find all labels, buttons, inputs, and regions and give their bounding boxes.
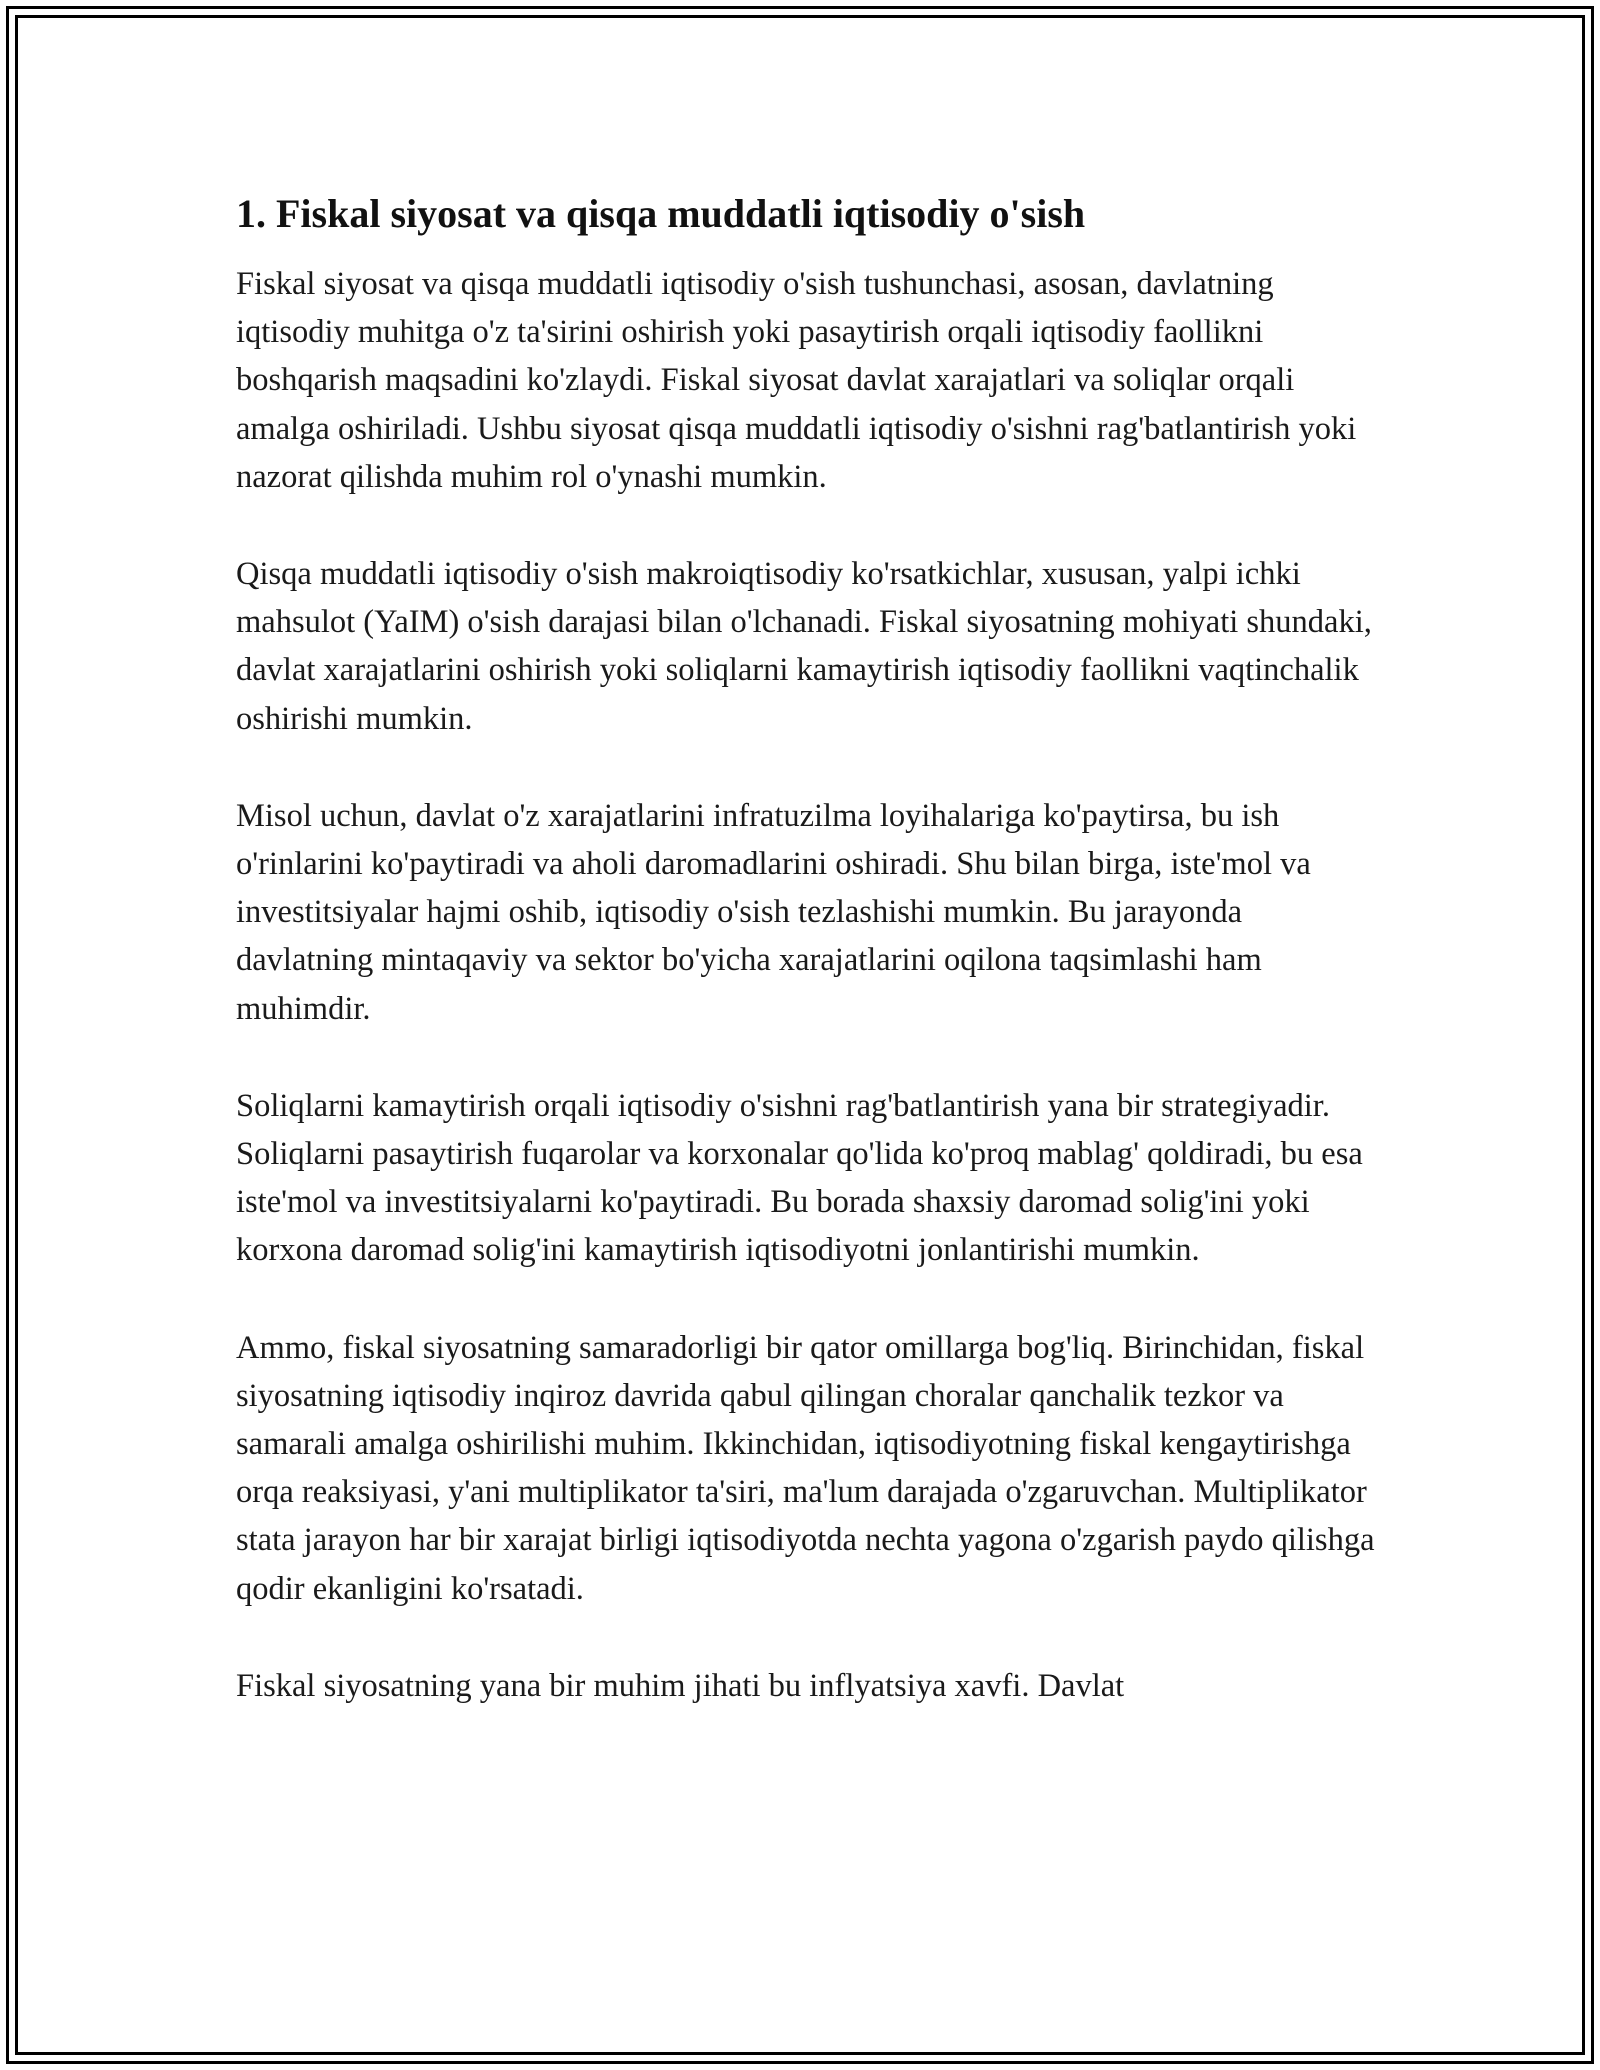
paragraph-2: Qisqa muddatli iqtisodiy o'sish makroiqtisodiy ko'rsatkichlar, xususan, yalpi ichki mahsulot (YaIM) o'sish darajasi bilan o'lchanadi. Fiskal siyosatning mohiyati shundaki, davlat xarajatlarini oshirish yoki soliqlarni kamaytirish iqtisodiy faollikni vaqtinchalik oshirishi mumkin. — [236, 556, 1372, 737]
paragraph-5: Ammo, fiskal siyosatning samaradorligi bir qator omillarga bog'liq. Birinchidan, fiskal siyosatning iqtisodiy inqiroz davrida qabul qilingan choralar qanchalik tezkor va samarali amalga oshirilishi muhim. Ikkinchidan, iqtisodiyotning fiskal kengaytirishga orqa reaksiyasi, y'ani multiplikator ta'siri, ma'lum darajada o'zgaruvchan. Multiplikator stata jarayon har bir xarajat birligi iqtisodiyotda nechta yagona o'zgarish paydo qilishga qodir ekanligini ko'rsatadi. — [236, 1329, 1375, 1607]
section-heading: 1. Fiskal siyosat va qisqa muddatli iqtisodiy o'sish — [236, 191, 1086, 236]
paragraph-4: Soliqlarni kamaytirish orqali iqtisodiy o'sishni rag'batlantirish yana bir strategiyadir. Soliqlarni pasaytirish fuqarolar va korxonalar qo'lida ko'proq mablag' qoldiradi, bu esa iste'mol va investitsiyalarni ko'paytiradi. Bu borada shaxsiy daromad solig'ini yoki korxona daromad solig'ini kamaytirish iqtisodiyotni jonlantirishi mumkin. — [236, 1087, 1363, 1269]
paragraph-3: Misol uchun, davlat o'z xarajatlarini infratuzilma loyihalariga ko'paytirsa, bu ish o'rinlarini ko'paytiradi va aholi daromadlarini oshiradi. Shu bilan birga, iste'mol va investitsiyalar hajmi oshib, iqtisodiy o'sish tezlashishi mumkin. Bu jarayonda davlatning mintaqaviy va sektor bo'yicha xarajatlarini oqilona taqsimlashi ham muhimdir. — [236, 797, 1311, 1027]
paragraph-6: Fiskal siyosatning yana bir muhim jihati bu inflyatsiya xavfi. Davlat — [236, 1667, 1125, 1704]
document-body — [236, 186, 1382, 1759]
paragraph-1: Fiskal siyosat va qisqa muddatli iqtisodiy o'sish tushunchasi, asosan, davlatning iqtisodiy muhitga o'z ta'sirini oshirish yoki pasaytirish orqali iqtisodiy faollikni boshqarish maqsadini ko'zlaydi. Fiskal siyosat davlat xarajatlari va soliqlar orqali amalga oshiriladi. Ushbu siyosat qisqa muddatli iqtisodiy o'sishni rag'batlantirish yoki nazorat qilishda muhim rol o'ynashi mumkin. — [236, 266, 1357, 495]
